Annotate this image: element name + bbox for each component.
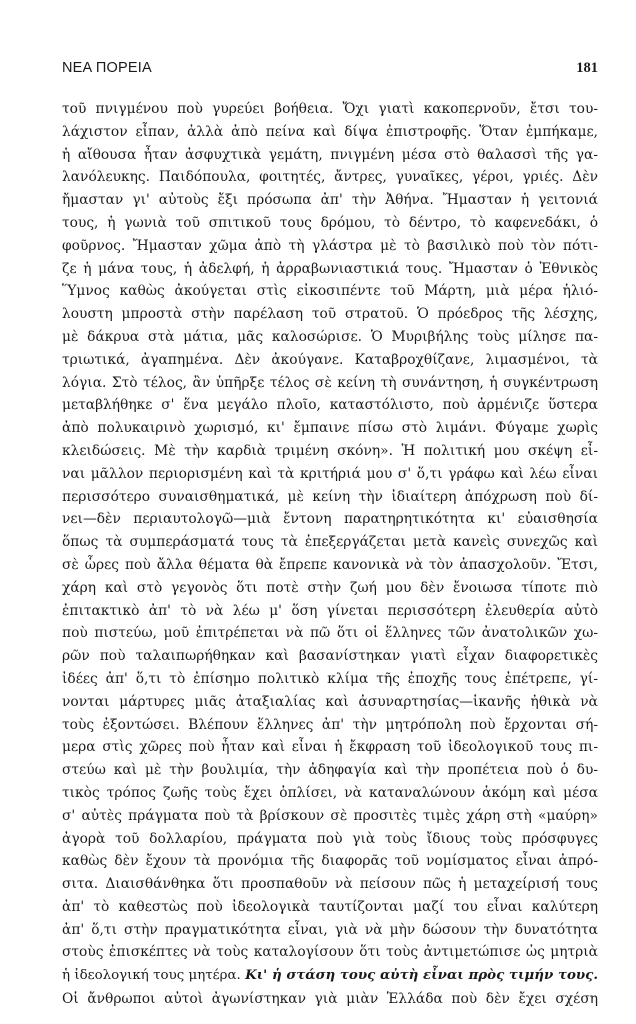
text-line: ἡ αἴθουσα ἦταν ἀσφυχτικὰ γεμάτη, πνιγμένη μέσα στὸ θαλασσὶ τῆς γα- xyxy=(62,146,598,163)
text-line: λόγια. Στὸ τέλος, ἂν ὑπῆρξε τέλος σὲ κείνη τὴ συνάντηση, ἡ συγκέντρωση xyxy=(62,374,598,391)
text-line: τριωτικά, ἀγαπημένα. Δὲν ἀκούγανε. Καταβροχθίζανε, λιμασμένοι, τὰ xyxy=(62,351,598,368)
text-line: νονται μάρτυρες μιᾶς ἀταξιαλίας καὶ ἀσυναρτησίας—ἱκανῆς ἠθικὰ νὰ xyxy=(62,693,598,710)
text-line: τοὺς ἐξοντώσει. Βλέπουν ἕλληνες ἀπ' τὴν μητρόπολη ποὺ ἔρχονται σή- xyxy=(62,716,598,733)
text-line: ρῶν ποὺ ταλαιπωρήθηκαν καὶ βασανίστηκαν γιατὶ εἶχαν διαφορετικὲς xyxy=(62,648,598,665)
text-line: ζε ἡ μάνα τους, ἡ ἀδελφή, ἡ ἀρραβωνιαστικιά τους. Ἤμασταν ὁ Ἐθνικὸς xyxy=(62,260,598,277)
text-line: ποὺ πιστεύω, μοῦ ἐπιτρέπεται νὰ πῶ ὅτι οἱ ἕλληνες τῶν ἀνατολικῶν χω- xyxy=(62,625,598,642)
body-text xyxy=(62,98,598,1011)
text-line: ὅπως τὰ συμπεράσματά τους τὰ ἐπεξεργάζεται μετὰ κανεὶς συνεχῶς καὶ xyxy=(62,534,598,551)
text-line: χάρη καὶ στὸ γεγονὸς ὅτι ποτὲ στὴν ζωή μου δὲν ἔνοιωσα τίποτε πιὸ xyxy=(62,579,598,596)
text-line: λουστη μπροστὰ στὴν παρέλαση τοῦ στρατοῦ. Ὁ πρόεδρος τῆς λέσχης, xyxy=(62,306,598,323)
text-line-with-emphasis xyxy=(62,964,598,988)
text-line: λάχιστον εἶπαν, ἀλλὰ ἀπὸ πείνα καὶ δίψα ἐπιστροφῆς. Ὅταν ἐμπήκαμε, xyxy=(62,123,598,140)
text-line: μὲ δάκρυα στὰ μάτια, μᾶς καλοσώρισε. Ὁ Μυριβήλης τοὺς μίλησε πα- xyxy=(62,328,598,345)
text-line: σὲ ὧρες ποὺ ἄλλα θέματα θὰ ἔπρεπε κανονικὰ νὰ τὸν ἀπασχολοῦν. Ἔτσι, xyxy=(62,556,598,573)
text-line: ἀπ' ὅ,τι στὴν πραγματικότητα εἶναι, γιὰ νὰ μὴν δώσουν τὴν δυνατότητα xyxy=(62,921,598,938)
text-line: νει—δὲν περιαυτολογῶ—μιὰ ἔντονη παρατηρητικότητα κι' εὐαισθησία xyxy=(62,511,598,528)
text-line: τικὸς τρόπος ζωῆς τοὺς ἔχει ὁπλίσει, νὰ καταναλώνουν ἀκόμη καὶ μέσα xyxy=(62,784,598,801)
text-line: σ' αὐτὲς πράγματα ποὺ τὰ βρίσκουν σὲ προσιτὲς τιμὲς χάρη στὴ «μαύρη» xyxy=(62,807,598,824)
text-line: Οἱ ἄνθρωποι αὐτοὶ ἀγωνίστηκαν γιὰ μιὰν Ἑλλάδα ποὺ δὲν ἔχει σχέση xyxy=(62,991,598,1008)
text-line: ἀγορὰ τοῦ δολλαρίου, πράγματα ποὺ γιὰ τοὺς ἴδιους τοὺς πρόσφυγες xyxy=(62,830,598,847)
text-line: τοῦ πνιγμένου ποὺ γυρεύει βοήθεια. Ὄχι γιατὶ κακοπερνοῦν, ἔτσι του- xyxy=(62,101,598,117)
page-number: 181 xyxy=(576,60,598,76)
text-line: λανόλευκης. Παιδόπουλα, φοιτητές, ἄντρες, γυναῖκες, γέροι, γριές. Δὲν xyxy=(62,169,598,186)
text-line: στοὺς ἐπισκέπτες νὰ τοὺς καταλογίσουν ὅτι τοὺς ἀντιμετώπισε ὡς μητριὰ xyxy=(62,944,598,961)
running-title: ΝΕΑ ΠΟΡΕΙΑ xyxy=(62,60,152,76)
text-line: Ὕμνος καθὼς ἀκούγεται στὶς εἰκοσιπέντε τοῦ Μάρτη, μιὰ μέρα ἡλιό- xyxy=(62,283,598,300)
emphasized-sentence: Κι' ἡ στάση τους αὐτὴ εἶναι πρὸς τιμήν τους. xyxy=(245,967,598,984)
text-line: καθὼς δὲν ἔχουν τὰ προνόμια τῆς διαφορᾶς τοῦ νομίσματος εἶναι ἀπρό- xyxy=(62,853,598,870)
text-line: ἰδέες ἀπ' ὅ,τι τὸ ἐπίσημο πολιτικὸ κλίμα τῆς ἐποχῆς τους ἐπέτρεπε, γί- xyxy=(62,670,598,687)
text-line: μεταβλήθηκε σ' ἕνα μεγάλο πλοῖο, καταστόλιστο, ποὺ ἀρμένιζε ὕστερα xyxy=(62,397,598,414)
text-line: φοῦρνος. Ἤμασταν χῶμα ἀπὸ τὴ γλάστρα μὲ τὸ βασιλικὸ ποὺ τὸν πότι- xyxy=(62,237,598,254)
text-line: ἀπ' τὸ καθεστὼς ποὺ ἰδεολογικὰ ταυτίζονται μαζί του εἶναι καλύτερη xyxy=(62,898,598,915)
text-line: ἐπιτακτικὸ ἀπ' τὸ νὰ λέω μ' ὅση γίνεται περισσότερη ἐλευθερία αὐτὸ xyxy=(62,602,598,619)
text-line: ἀπὸ πολυκαιρινὸ χωρισμό, κι' ἔμπαινε πίσω στὸ λιμάνι. Φύγαμε χωρὶς xyxy=(62,420,598,437)
text-line: μερα στὶς χῶρες ποὺ ἦταν καὶ εἶναι ἡ ἔκφραση τοῦ ἰδεολογικοῦ τους πι- xyxy=(62,739,598,756)
text-line: σιτα. Διαισθάνθηκα ὅτι προσπαθοῦν νὰ πείσουν πῶς ἡ μεταχείρισή τους xyxy=(62,876,598,893)
text-line: τους, ἡ γωνιὰ τοῦ σπιτικοῦ τους δρόμου, τὸ δέντρο, τὸ καφενεδάκι, ὁ xyxy=(62,214,598,231)
page-header xyxy=(62,60,598,77)
text-line: περισσότερο συναισθηματικά, μὲ κείνη τὴν ἰδιαίτερη ἀπόχρωση ποὺ δί- xyxy=(62,488,598,505)
text-line: στεύω καὶ μὲ τὴν βουλιμία, τὴν ἀδηφαγία καὶ τὴν προπέτεια ποὺ ὁ δυ- xyxy=(62,762,598,779)
text-line: ναι μᾶλλον περιορισμένη καὶ τὰ κριτήριά μου σ' ὅ,τι γράφω καὶ λέω εἶναι xyxy=(62,465,598,482)
text-segment: ἡ ἰδεολογική τους μητέρα. xyxy=(62,968,246,984)
text-line: ἤμασταν γι' αὐτοὺς ἔξι πρόσωπα ἀπ' τὴν Ἀθήνα. Ἤμασταν ἡ γειτονιά xyxy=(62,192,598,209)
text-line: κλειδώσεις. Μὲ τὴν καρδιὰ τριμένη σκόνη». Ἡ πολιτική μου σκέψη εἶ- xyxy=(62,442,598,459)
